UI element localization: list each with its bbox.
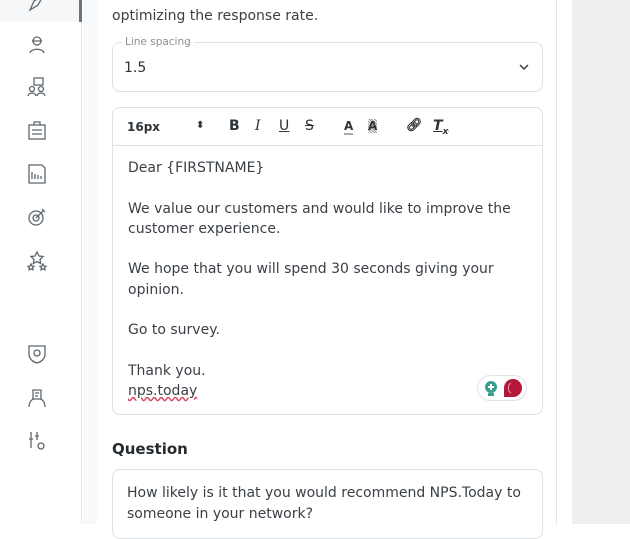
report-icon[interactable]	[26, 163, 48, 185]
sidebar	[0, 0, 82, 524]
lightbulb-icon[interactable]	[483, 380, 499, 398]
active-indicator	[79, 0, 82, 22]
editor-line: Go to survey.	[128, 322, 220, 339]
editor-line	[128, 178, 527, 198]
target-icon[interactable]	[26, 206, 48, 228]
editor-line	[128, 239, 527, 259]
link-icon[interactable]: 🔗︎	[406, 118, 423, 133]
line-spacing-select[interactable]	[112, 36, 543, 92]
editor-line: We hope that you will spend 30 seconds giving your opinion.	[128, 261, 494, 298]
font-size-arrows-icon[interactable]: ⬍	[196, 120, 205, 131]
right-background	[572, 0, 630, 524]
signature-text: nps.today	[128, 383, 198, 400]
shield-gear-icon[interactable]	[26, 343, 48, 365]
background-color-button[interactable]: A	[368, 119, 378, 133]
text-color-button[interactable]: A	[344, 119, 354, 133]
chevron-down-icon	[518, 61, 530, 73]
gutter	[83, 0, 97, 524]
editor-toolbar	[113, 108, 542, 146]
message-panel	[97, 0, 557, 524]
worker-icon[interactable]	[26, 33, 48, 55]
font-size-select[interactable]: 16px	[127, 120, 161, 134]
question-heading: Question	[112, 440, 188, 458]
extension-badges[interactable]	[477, 375, 527, 401]
editor-line	[128, 300, 527, 320]
users-chat-icon[interactable]	[26, 76, 48, 98]
line-spacing-value: 1.5	[124, 60, 147, 76]
stars-icon[interactable]	[26, 250, 48, 272]
grammar-check-icon[interactable]	[503, 378, 523, 398]
editor-body[interactable]	[113, 146, 542, 414]
editor-line	[128, 341, 527, 361]
editor-line: We value our customers and would like to improve the customer experience.	[128, 200, 511, 237]
settings-sliders-icon[interactable]	[26, 430, 48, 452]
clear-format-button[interactable]: $T_x$	[433, 118, 449, 137]
strikethrough-button[interactable]: S	[305, 118, 314, 134]
line-spacing-label: Line spacing	[122, 36, 194, 48]
editor-line: Thank you.	[128, 362, 206, 379]
rocket-icon[interactable]	[26, 0, 48, 14]
underline-button[interactable]: U	[279, 118, 290, 134]
question-input[interactable]: How likely is it that you would recommend NPS.Today to someone in your network?	[112, 469, 543, 539]
italic-button[interactable]: I	[255, 118, 261, 134]
email-editor	[112, 107, 543, 415]
bold-button[interactable]: B	[229, 118, 240, 134]
editor-line: Dear {FIRSTNAME}	[128, 160, 265, 176]
clear-format-label: T	[433, 118, 443, 134]
intro-text: optimizing the response rate.	[112, 8, 319, 24]
support-agent-icon[interactable]	[26, 387, 48, 409]
briefcase-icon[interactable]	[26, 119, 48, 141]
